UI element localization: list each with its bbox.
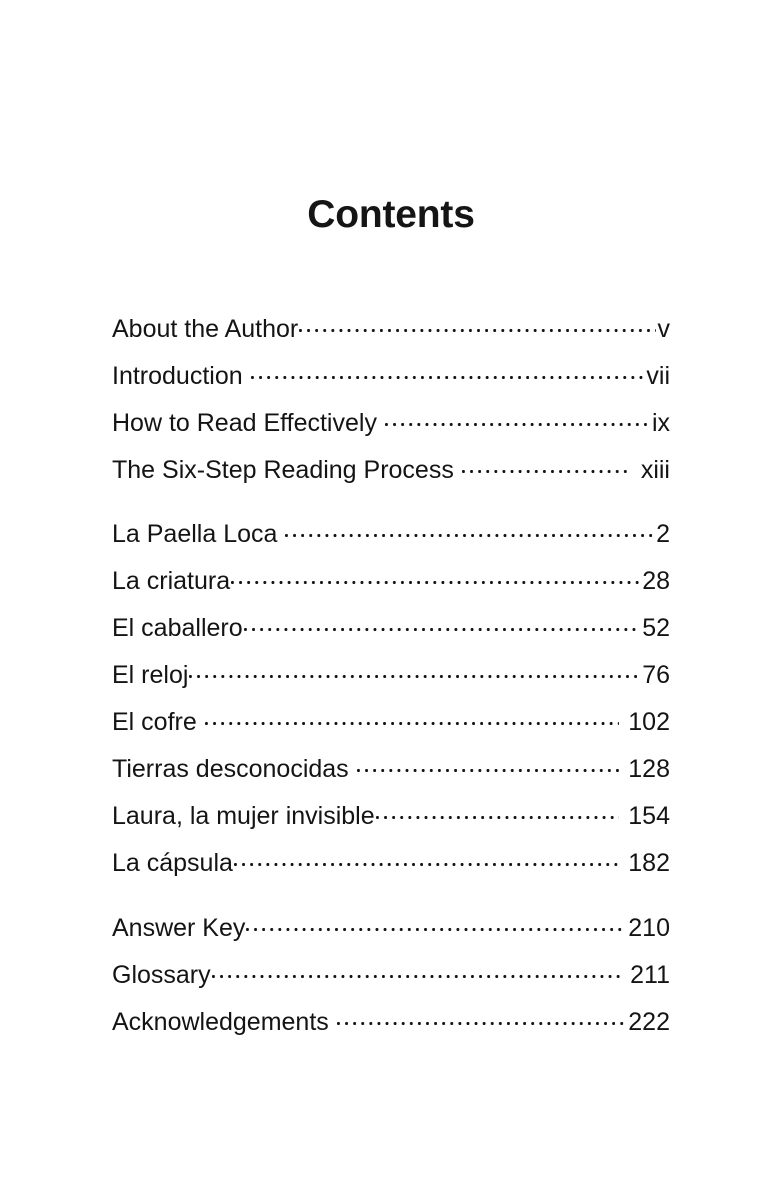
toc-entry-label: La criatura — [112, 567, 231, 595]
toc-entry-page-number: 222 — [628, 1008, 670, 1036]
dot-leader — [337, 1005, 627, 1030]
toc-entry-page-number: 128 — [628, 755, 670, 783]
toc-entry[interactable] — [112, 658, 670, 705]
toc-entry-label: La cápsula — [112, 849, 233, 877]
toc-entry[interactable] — [112, 517, 670, 564]
toc-entry[interactable] — [112, 958, 670, 1005]
toc-entry-page-number: 28 — [642, 567, 670, 595]
dot-leader — [246, 911, 626, 936]
toc-entry-page-number: 211 — [630, 961, 670, 989]
dot-leader — [462, 453, 632, 478]
toc-entry[interactable] — [112, 453, 670, 500]
toc-entry-page-number: 52 — [642, 614, 670, 642]
dot-leader — [231, 564, 640, 589]
toc-entry-label: El reloj — [112, 661, 189, 689]
toc-entry-label: Tierras desconocidas — [112, 755, 349, 783]
toc-entry-label: El caballero — [112, 614, 243, 642]
dot-leader — [285, 517, 654, 542]
toc-group-chapters — [112, 517, 670, 893]
dot-leader — [234, 846, 619, 871]
toc-entry-label: El cofre — [112, 708, 197, 736]
toc-entry-label: Laura, la mujer invisible — [112, 802, 375, 830]
toc-entry-label: About the Author — [112, 315, 299, 343]
toc-entry[interactable] — [112, 611, 670, 658]
toc-entry-page-number: 182 — [628, 849, 670, 877]
dot-leader — [205, 705, 620, 730]
dot-leader — [251, 359, 645, 384]
dot-leader — [385, 406, 650, 431]
toc-entry[interactable] — [112, 564, 670, 611]
toc-entry[interactable] — [112, 799, 670, 846]
toc-entry-page-number: v — [657, 315, 670, 343]
toc-entry-label: Introduction — [112, 362, 243, 390]
dot-leader — [357, 752, 620, 777]
toc-entry[interactable] — [112, 312, 670, 359]
toc-entry[interactable] — [112, 406, 670, 453]
dot-leader — [376, 799, 620, 824]
toc-entry-label: How to Read Effectively — [112, 409, 377, 437]
toc-group-back-matter — [112, 911, 670, 1052]
toc-entry-page-number: xiii — [640, 456, 670, 484]
dot-leader — [212, 958, 622, 983]
dot-leader — [244, 611, 641, 636]
toc-entry[interactable] — [112, 911, 670, 958]
toc-entry-page-number: ix — [651, 409, 670, 437]
toc-group-front-matter — [112, 312, 670, 500]
toc-entry-page-number: 76 — [642, 661, 670, 689]
toc-entry-page-number: 102 — [628, 708, 670, 736]
toc-entry-list — [112, 312, 670, 1052]
toc-entry[interactable] — [112, 846, 670, 893]
toc-entry-label: Answer Key — [112, 914, 246, 942]
toc-entry-label: Acknowledgements — [112, 1008, 329, 1036]
dot-leader — [189, 658, 640, 683]
toc-entry[interactable] — [112, 752, 670, 799]
toc-entry-page-number: vii — [646, 362, 670, 390]
toc-entry-label: Glossary — [112, 961, 211, 989]
toc-entry[interactable] — [112, 359, 670, 406]
toc-entry-page-number: 210 — [628, 914, 670, 942]
toc-entry-label: The Six-Step Reading Process — [112, 456, 454, 484]
group-separator — [112, 893, 670, 911]
toc-entry[interactable] — [112, 705, 670, 752]
toc-entry-page-number: 154 — [628, 802, 670, 830]
toc-entry-page-number: 2 — [656, 520, 670, 548]
toc-entry[interactable] — [112, 1005, 670, 1052]
group-separator — [112, 500, 670, 517]
page-title: Contents — [307, 193, 475, 237]
dot-leader — [299, 312, 655, 337]
toc-entry-label: La Paella Loca — [112, 520, 278, 548]
